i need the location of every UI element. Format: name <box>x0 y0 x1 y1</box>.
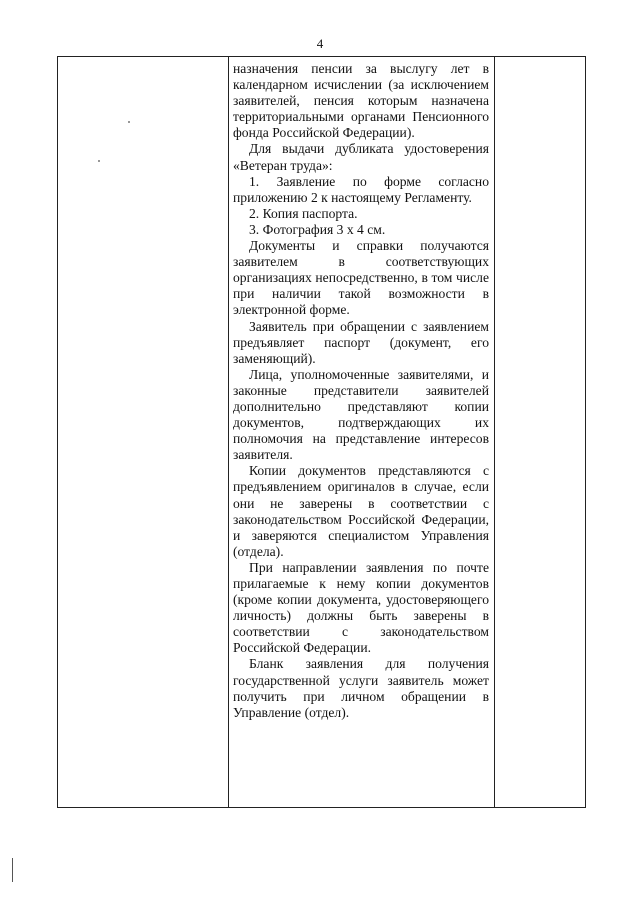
paragraph-blank: Бланк заявления для получения государственной услуги заявитель может получить при личном обращении в Управление (отдел). <box>233 656 489 720</box>
list-item-photo: 3. Фотография 3 х 4 см. <box>249 221 386 237</box>
scan-speck <box>98 160 100 162</box>
paragraph-mail: При направлении заявления по почте прилагаемые к нему копии документов (кроме копии документа, удостоверяющего личность) должны быть заверены в соответствии с законодательством Российской Федерации. <box>233 559 489 656</box>
table-column-divider-right <box>494 57 495 807</box>
paragraph-representatives: Лица, уполномоченные заявителями, и законные представители заявителей дополнительно представляют копии документов, подтверждающих их полномочия на представление интересов заявителя. <box>233 366 489 463</box>
document-table <box>57 56 586 808</box>
table-cell-requirements <box>233 61 489 721</box>
page-number: 4 <box>316 36 324 51</box>
table-column-divider-left <box>228 57 229 807</box>
scan-speck <box>128 121 130 123</box>
scan-margin-mark <box>12 858 13 882</box>
list-item-application: 1. Заявление по форме согласно приложению 2 к настоящему Регламенту. <box>233 173 489 205</box>
paragraph-continuation: назначения пенсии за выслугу лет в календарном исчислении (за исключением заявителей, пенсия которым назначена территориальными органами Пенсионного фонда Российской Федерации). <box>233 61 489 141</box>
paragraph-duplicate-heading: Для выдачи дубликата удостоверения «Ветеран труда»: <box>233 141 489 173</box>
paragraph-applicant-passport: Заявитель при обращении с заявлением предъявляет паспорт (документ, его заменяющий). <box>233 318 489 366</box>
list-item-passport-copy: 2. Копия паспорта. <box>249 205 358 221</box>
paragraph-copies: Копии документов представляются с предъявлением оригиналов в случае, если они не заверены в соответствии с законодательством Российской Федерации, и заверяются специалистом Управления (отдела). <box>233 463 489 559</box>
paragraph-documents: Документы и справки получаются заявителем в соответствующих организациях непосредственно, в том числе при наличии такой возможности в электронной форме. <box>233 238 489 318</box>
